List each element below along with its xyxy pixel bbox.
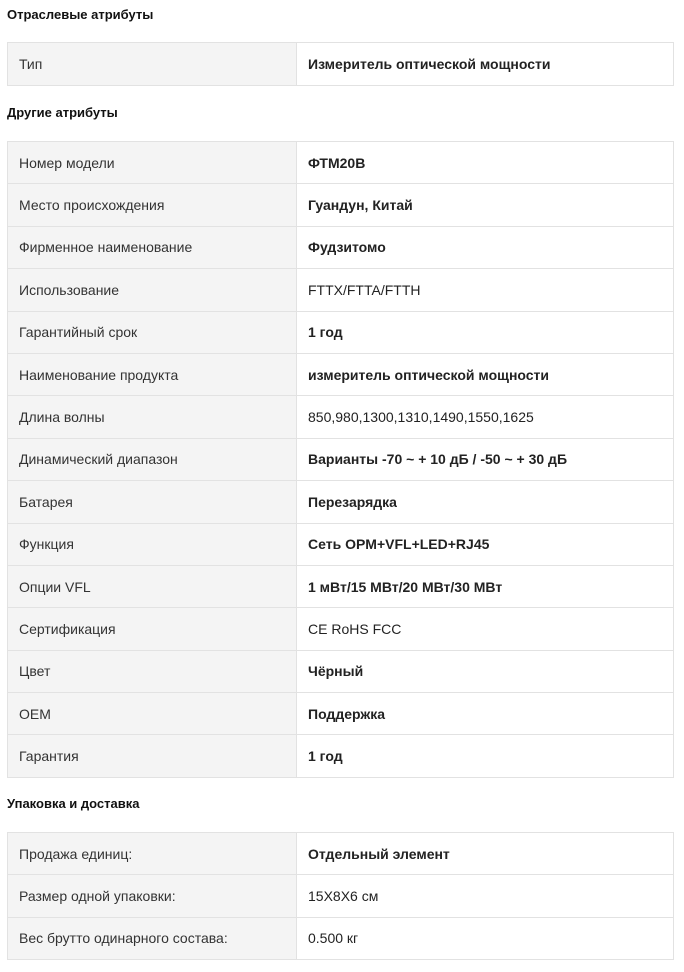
other-attributes-heading: Другие атрибуты bbox=[7, 105, 118, 120]
table-row bbox=[8, 565, 674, 607]
attr-value: Варианты -70 ~ + 10 дБ / -50 ~ + 30 дБ bbox=[297, 438, 674, 480]
packaging-delivery-heading: Упаковка и доставка bbox=[7, 796, 140, 811]
attr-value: Перезарядка bbox=[297, 481, 674, 523]
packaging-delivery-table bbox=[7, 832, 674, 960]
attr-value: измеритель оптической мощности bbox=[297, 353, 674, 395]
attr-value: 0.500 кг bbox=[297, 917, 674, 959]
table-row bbox=[8, 311, 674, 353]
attr-key: Гарантия bbox=[8, 735, 297, 777]
attr-key: Номер модели bbox=[8, 142, 297, 184]
attr-key: Вес брутто одинарного состава: bbox=[8, 917, 297, 959]
table-row bbox=[8, 438, 674, 480]
industry-attributes-heading: Отраслевые атрибуты bbox=[7, 7, 154, 22]
attr-key: Использование bbox=[8, 269, 297, 311]
attr-key: Продажа единиц: bbox=[8, 833, 297, 875]
attr-key: Тип bbox=[8, 43, 297, 86]
attr-value: Гуандун, Китай bbox=[297, 184, 674, 226]
attr-key: OEM bbox=[8, 693, 297, 735]
table-row bbox=[8, 43, 674, 86]
attr-value: Сеть OPM+VFL+LED+RJ45 bbox=[297, 523, 674, 565]
table-row bbox=[8, 142, 674, 184]
attr-value: 850,980,1300,1310,1490,1550,1625 bbox=[297, 396, 674, 438]
attr-value: 1 мВт/15 МВт/20 МВт/30 МВт bbox=[297, 565, 674, 607]
attr-key: Размер одной упаковки: bbox=[8, 875, 297, 917]
attr-value: Фудзитомо bbox=[297, 226, 674, 268]
table-row bbox=[8, 833, 674, 875]
attr-key: Цвет bbox=[8, 650, 297, 692]
attr-value: Поддержка bbox=[297, 693, 674, 735]
attr-value: ФТМ20В bbox=[297, 142, 674, 184]
table-row bbox=[8, 226, 674, 268]
attr-value: 15X8X6 см bbox=[297, 875, 674, 917]
attr-key: Сертификация bbox=[8, 608, 297, 650]
attr-key: Длина волны bbox=[8, 396, 297, 438]
attr-value: FTTX/FTTA/FTTH bbox=[297, 269, 674, 311]
attr-value: CE RoHS FCC bbox=[297, 608, 674, 650]
attr-value: Чёрный bbox=[297, 650, 674, 692]
industry-attributes-table bbox=[7, 42, 674, 86]
attr-key: Гарантийный срок bbox=[8, 311, 297, 353]
attr-value: Отдельный элемент bbox=[297, 833, 674, 875]
table-row bbox=[8, 481, 674, 523]
attr-value: 1 год bbox=[297, 311, 674, 353]
attr-key: Батарея bbox=[8, 481, 297, 523]
table-row bbox=[8, 875, 674, 917]
attr-value: Измеритель оптической мощности bbox=[297, 43, 674, 86]
attr-key: Опции VFL bbox=[8, 565, 297, 607]
attr-key: Функция bbox=[8, 523, 297, 565]
table-row bbox=[8, 184, 674, 226]
table-row bbox=[8, 693, 674, 735]
table-row bbox=[8, 396, 674, 438]
attr-key: Наименование продукта bbox=[8, 353, 297, 395]
table-row bbox=[8, 523, 674, 565]
table-row bbox=[8, 917, 674, 959]
table-row bbox=[8, 353, 674, 395]
table-row bbox=[8, 650, 674, 692]
table-row bbox=[8, 735, 674, 777]
other-attributes-table bbox=[7, 141, 674, 778]
attr-key: Место происхождения bbox=[8, 184, 297, 226]
table-row bbox=[8, 608, 674, 650]
table-row bbox=[8, 269, 674, 311]
attr-value: 1 год bbox=[297, 735, 674, 777]
attr-key: Фирменное наименование bbox=[8, 226, 297, 268]
attr-key: Динамический диапазон bbox=[8, 438, 297, 480]
